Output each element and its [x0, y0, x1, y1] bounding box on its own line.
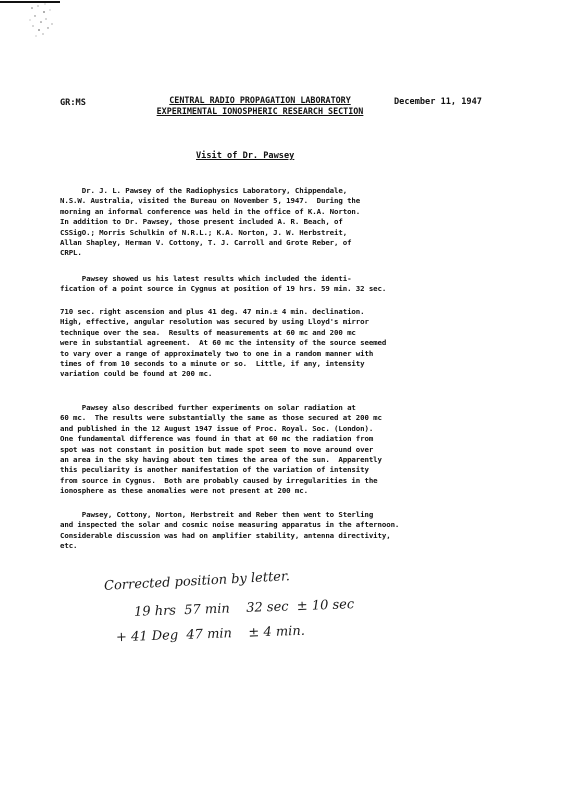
- handwritten-note-line-1: Corrected position by letter.: [103, 569, 291, 594]
- handwritten-note-line-2: 19 hrs 57 min 32 sec ± 10 sec: [133, 597, 355, 620]
- paragraph-2-lead: Pawsey showed us his latest results which included the identi- fication of a point source in Cygnus at position of 19 hrs. 59 min. 32 sec.: [60, 274, 387, 294]
- organization-heading: [130, 95, 390, 117]
- document-date: December 11, 1947: [394, 97, 482, 107]
- paragraph-2-body: 710 sec. right ascension and plus 41 deg. 47 min.± 4 min. declination. High, effective, angular resolution was secured by using Lloyd's mirror technique over the sea. Results of measurements at 60 mc and 200 mc were in substantial agreement. At 60 mc the intensity of the source seemed to vary over a range of approximately two to one in a random manner with times of from 10 seconds to a minute or so. Little, if any, intensity variation could be found at 200 mc.: [60, 307, 387, 379]
- scan-speckle: [24, 0, 64, 42]
- org-line-2: EXPERIMENTAL IONOSPHERIC RESEARCH SECTION: [156, 106, 364, 116]
- paragraph-1: Dr. J. L. Pawsey of the Radiophysics Laboratory, Chippendale, N.S.W. Australia, visited the Bureau on November 5, 1947. During the morning an informal conference was held in the office of K.A. Norton. In addition to Dr. Pawsey, those present included A. R. Beach, of CSSigO.; Morris Schulkin of N.R.L.; K.A. Norton, J. W. Herbstreit, Allan Shapley, Herman V. Cottony, T. J. Carroll and Grote Reber, of CRPL.: [60, 186, 361, 258]
- document-title: Visit of Dr. Pawsey: [196, 151, 295, 161]
- org-line-1: CENTRAL RADIO PROPAGATION LABORATORY: [169, 95, 351, 105]
- paragraph-4: Pawsey, Cottony, Norton, Herbstreit and Reber then went to Sterling and inspected the solar and cosmic noise measuring apparatus in the afternoon. Considerable discussion was had on amplifier stability, antenna directivity, etc.: [60, 510, 400, 551]
- handwritten-note-line-3: + 41 Deg 47 min ± 4 min.: [115, 623, 306, 646]
- reference-code: GR:MS: [60, 98, 86, 108]
- paragraph-3: Pawsey also described further experiments on solar radiation at 60 mc. The results were substantially the same as those secured at 200 mc and published in the 12 August 1947 issue of Proc. Royal. Soc. (London). One fundamental difference was found in that at 60 mc the radiation from spot was not constant in position but made spot seem to move around over an area in the sky having about ten times the area of the sun. Apparently this peculiarity is another manifestation of the variation of intensity from source in Cygnus. Both are probably caused by irregularities in the ionosphere as these anomalies were not present at 200 mc.: [60, 403, 382, 496]
